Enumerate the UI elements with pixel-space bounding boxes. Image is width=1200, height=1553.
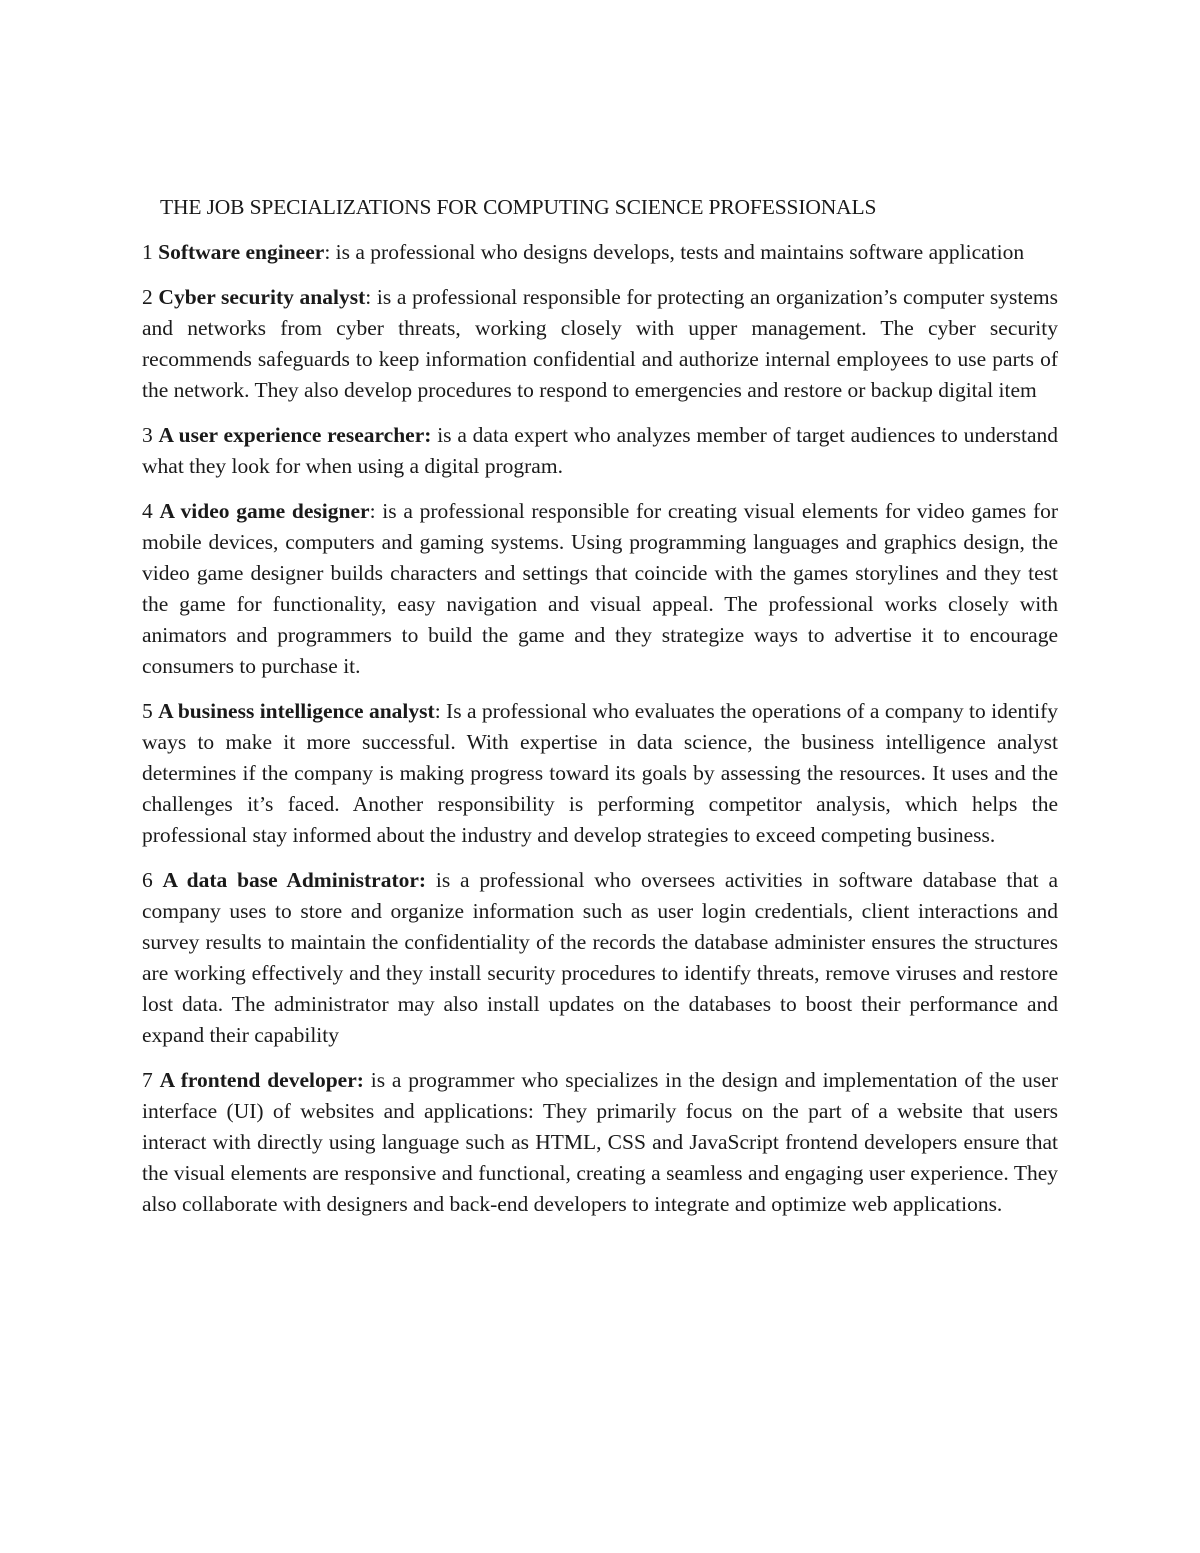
entry-description: is a programmer who specializes in the design and implementation of the user interface (UI) of websites and applications: They primarily focus on the part of a website that users interact with directly using language such as HTML, CSS and JavaScript frontend developers ensure that the visual elements are responsive and functional, creating a seamless and engaging user experience. They also collaborate with designers and back-end developers to integrate and optimize web applications.	[142, 1068, 1058, 1216]
entry-number: 5	[142, 699, 153, 723]
entry-database-administrator	[142, 865, 1058, 1051]
entry-term: A data base Administrator:	[162, 868, 427, 892]
entry-term: Cyber security analyst	[158, 285, 366, 309]
entry-description: is a data expert who analyzes member of target audiences to understand what they look for when using a digital program.	[142, 423, 1059, 478]
entry-business-intelligence-analyst	[142, 696, 1058, 851]
entry-software-engineer	[142, 237, 1058, 268]
entry-description: : is a professional responsible for protecting an organization’s computer systems and networks from cyber threats, working closely with upper management. The cyber security recommends safeguards to keep information confidential and authorize internal employees to use parts of the network. They also develop procedures to respond to emergencies and restore or backup digital item	[142, 285, 1058, 402]
entry-description: is a professional who oversees activities in software database that a company uses to store and organize information such as user login credentials, client interactions and survey results to maintain the confidentiality of the records the database administer ensures the structures are working effectively and they install security procedures to identify threats, remove viruses and restore lost data. The administrator may also install updates on the databases to boost their performance and expand their capability	[142, 868, 1058, 1047]
entry-number: 1	[142, 240, 153, 264]
entry-number: 6	[142, 868, 153, 892]
entry-term: Software engineer	[158, 240, 325, 264]
document-title: THE JOB SPECIALIZATIONS FOR COMPUTING SCIENCE PROFESSIONALS	[160, 195, 877, 219]
entry-number: 7	[142, 1068, 153, 1092]
entry-video-game-designer	[142, 496, 1058, 682]
entry-description: : Is a professional who evaluates the operations of a company to identify ways to make it more successful. With expertise in data science, the business intelligence analyst determines if the company is making progress toward its goals by assessing the resources. It uses and the challenges it’s faced. Another responsibility is performing competitor analysis, which helps the professional stay informed about the industry and develop strategies to exceed competing business.	[142, 699, 1059, 847]
entry-number: 3	[142, 423, 153, 447]
entry-user-experience-researcher	[142, 420, 1058, 482]
entry-description: : is a professional responsible for creating visual elements for video games for mobile devices, computers and gaming systems. Using programming languages and graphics design, the video game designer builds characters and settings that coincide with the games storylines and they test the game for functionality, easy navigation and visual appeal. The professional works closely with animators and programmers to build the game and they strategize ways to advertise it to encourage consumers to purchase it.	[142, 499, 1059, 678]
entry-description: : is a professional who designs develops, tests and maintains software application	[324, 240, 1025, 264]
entry-number: 4	[142, 499, 153, 523]
document-page	[142, 192, 1058, 1234]
entry-term: A video game designer	[159, 499, 370, 523]
entry-term: A user experience researcher:	[158, 423, 432, 447]
entry-number: 2	[142, 285, 153, 309]
entry-term: A business intelligence analyst	[158, 699, 435, 723]
entry-cyber-security-analyst	[142, 282, 1058, 406]
entry-frontend-developer	[142, 1065, 1058, 1220]
entry-term: A frontend developer:	[159, 1068, 364, 1092]
